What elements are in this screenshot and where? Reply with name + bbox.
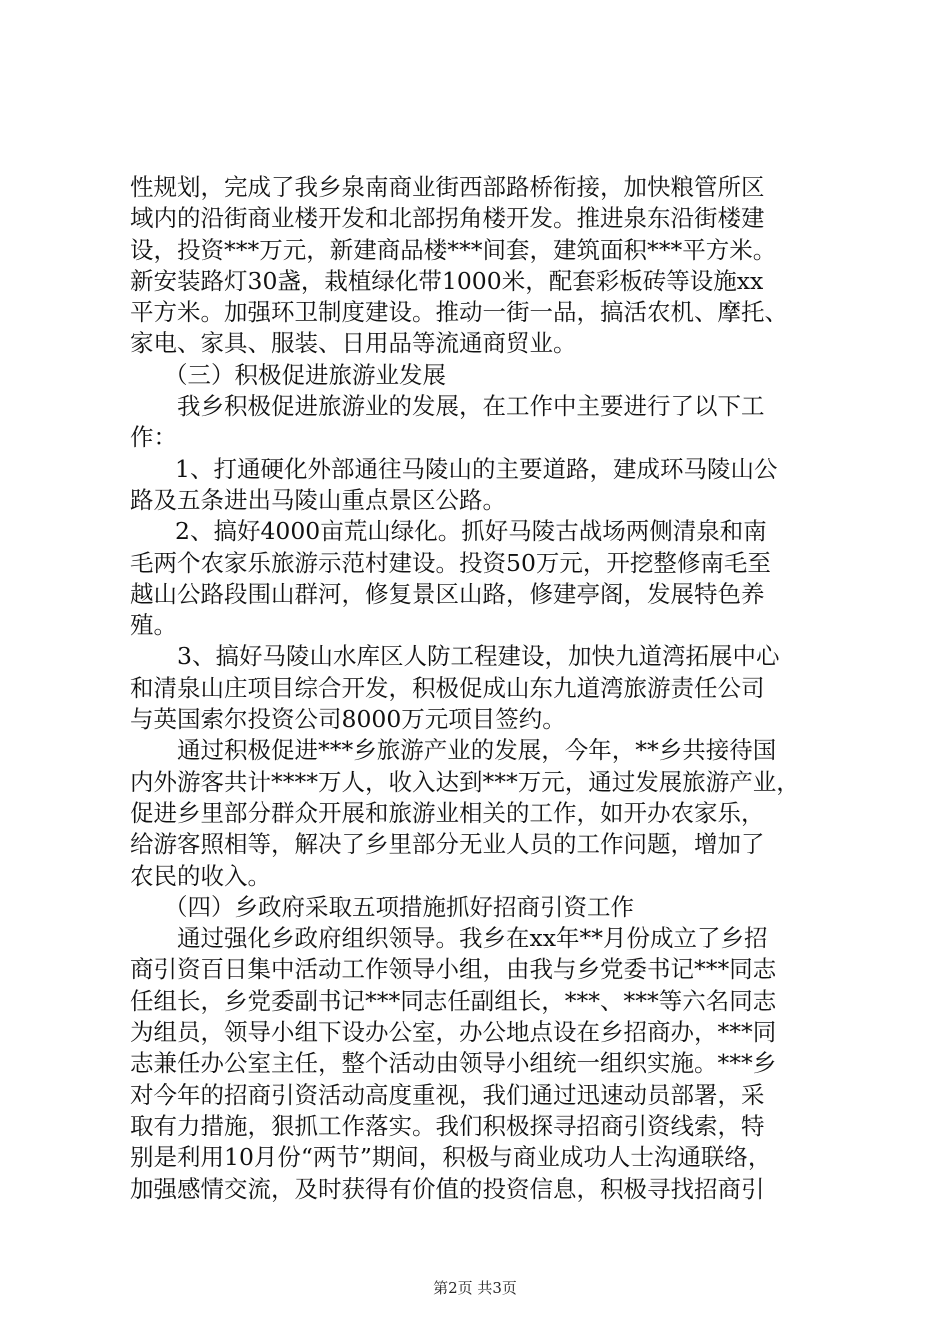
text-line: 越山公路段围山群河，修复景区山路，修建亭阁，发展特色养 bbox=[130, 579, 765, 608]
text-line: 设，投资***万元，新建商品楼***间套，建筑面积***平方米。 bbox=[130, 235, 777, 264]
text-line: 殖。 bbox=[130, 611, 177, 640]
page-footer bbox=[0, 1278, 950, 1298]
text-line: 平方米。加强环卫制度建设。推动一街一品，搞活农机、摩托、 bbox=[130, 298, 788, 327]
text-line: 家电、家具、服装、日用品等流通商贸业。 bbox=[130, 329, 577, 358]
text-line: 任组长，乡党委副书记***同志任副组长，***、***等六名同志 bbox=[130, 986, 777, 1015]
text-line: 域内的沿街商业楼开发和北部拐角楼开发。推进泉东沿街楼建 bbox=[130, 204, 765, 233]
section-heading: （三）积极促进旅游业发展 bbox=[164, 360, 446, 389]
text-line: 对今年的招商引资活动高度重视，我们通过迅速动员部署，采 bbox=[130, 1080, 765, 1109]
text-line: 毛两个农家乐旅游示范村建设。投资50万元，开挖整修南毛至 bbox=[130, 548, 771, 577]
text-line: 与英国索尔投资公司8000万元项目签约。 bbox=[130, 705, 566, 734]
text-line: 内外游客共计****万人，收入达到***万元，通过发展旅游产业， bbox=[130, 767, 800, 796]
list-item: 1、打通硬化外部通往马陵山的主要道路，建成环马陵山公 bbox=[175, 454, 778, 483]
text-line: 加强感情交流，及时获得有价值的投资信息，积极寻找招商引 bbox=[130, 1174, 765, 1203]
text-line: 给游客照相等，解决了乡里部分无业人员的工作问题，增加了 bbox=[130, 830, 765, 859]
text-line: 商引资百日集中活动工作领导小组，由我与乡党委书记***同志 bbox=[130, 955, 777, 984]
text-line: 通过强化乡政府组织领导。我乡在xx年**月份成立了乡招 bbox=[177, 924, 768, 953]
text-line: 别是利用10月份“两节”期间，积极与商业成功人士沟通联络， bbox=[130, 1143, 772, 1172]
list-item: 3、搞好马陵山水库区人防工程建设，加快九道湾拓展中心 bbox=[177, 642, 780, 671]
text-line: 我乡积极促进旅游业的发展，在工作中主要进行了以下工 bbox=[177, 392, 765, 421]
text-line: 通过积极促进***乡旅游产业的发展，今年，**乡共接待国 bbox=[177, 736, 777, 765]
text-line: 促进乡里部分群众开展和旅游业相关的工作，如开办农家乐， bbox=[130, 798, 765, 827]
body-text bbox=[130, 172, 830, 1205]
text-line: 和清泉山庄项目综合开发，积极促成山东九道湾旅游责任公司 bbox=[130, 673, 765, 702]
text-line: 取有力措施，狠抓工作落实。我们积极探寻招商引资线索，特 bbox=[130, 1111, 765, 1140]
text-line: 志兼任办公室主任，整个活动由领导小组统一组织实施。***乡 bbox=[130, 1049, 777, 1078]
text-line: 作： bbox=[130, 423, 177, 452]
text-line: 为组员，领导小组下设办公室，办公地点设在乡招商办，***同 bbox=[130, 1018, 777, 1047]
text-line: 新安装路灯30盏，栽植绿化带1000米，配套彩板砖等设施xx bbox=[130, 266, 764, 295]
text-line: 农民的收入。 bbox=[130, 861, 271, 890]
text-line: 性规划，完成了我乡泉南商业街西部路桥衔接，加快粮管所区 bbox=[130, 173, 765, 201]
page-number-label: 第2页 共3页 bbox=[433, 1279, 517, 1297]
list-item: 2、搞好4000亩荒山绿化。抓好马陵古战场两侧清泉和南 bbox=[175, 517, 767, 546]
section-heading: （四）乡政府采取五项措施抓好招商引资工作 bbox=[164, 892, 634, 921]
text-line: 路及五条进出马陵山重点景区公路。 bbox=[130, 485, 506, 514]
